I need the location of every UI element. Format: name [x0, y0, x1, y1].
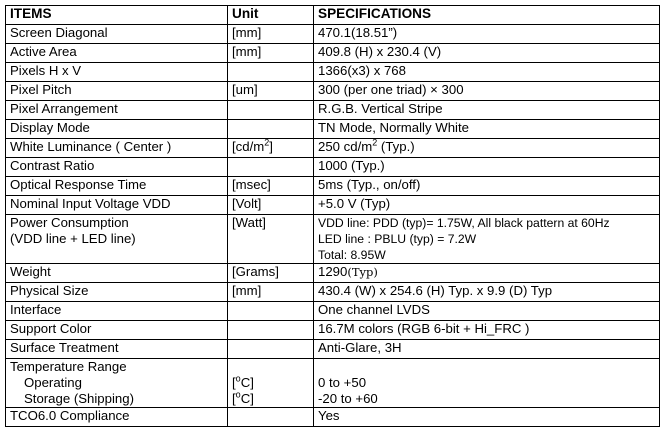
header-row: [6, 6, 660, 25]
table-row: [6, 25, 660, 44]
table-row: [6, 63, 660, 82]
spec-cell: Yes: [314, 408, 660, 427]
header-items: ITEMS: [6, 6, 228, 25]
unit-cell: [228, 101, 314, 120]
item-cell: Display Mode: [6, 120, 228, 139]
unit-cell: [228, 321, 314, 340]
spec-cell: 470.1(18.51”): [314, 25, 660, 44]
unit-cell: [228, 63, 314, 82]
unit-cell: [Grams]: [228, 264, 314, 283]
spec-cell: 300 (per one triad) × 300: [314, 82, 660, 101]
spec-cell: One channel LVDS: [314, 302, 660, 321]
unit-cell: [$^o$C] [$^o$C]: [228, 359, 314, 408]
item-cell: White Luminance ( Center ): [6, 139, 228, 158]
spec-cell: 0 to +50 -20 to +60: [314, 359, 660, 408]
item-cell: Surface Treatment: [6, 340, 228, 359]
item-cell: Temperature Range Operating Storage (Shipping): [6, 359, 228, 408]
unit-cell: [228, 302, 314, 321]
spec-cell: 430.4 (W) x 254.6 (H) Typ. x 9.9 (D) Typ: [314, 283, 660, 302]
table-row: [6, 101, 660, 120]
unit-cell: [228, 158, 314, 177]
table-row: [6, 82, 660, 101]
spec-cell: 16.7M colors (RGB 6-bit + Hi_FRC ): [314, 321, 660, 340]
spec-cell: 1290(Typ): [314, 264, 660, 283]
spec-cell: 1000 (Typ.): [314, 158, 660, 177]
table-row: [6, 215, 660, 264]
item-cell: Power Consumption (VDD line + LED line): [6, 215, 228, 264]
unit-cell: [Volt]: [228, 196, 314, 215]
item-cell: TCO6.0 Compliance: [6, 408, 228, 427]
item-cell: Interface: [6, 302, 228, 321]
table-row: [6, 158, 660, 177]
table-row: [6, 177, 660, 196]
item-cell: Active Area: [6, 44, 228, 63]
table-row: [6, 120, 660, 139]
table-row: [6, 44, 660, 63]
unit-cell: [228, 340, 314, 359]
spec-cell: R.G.B. Vertical Stripe: [314, 101, 660, 120]
spec-cell: 5ms (Typ., on/off): [314, 177, 660, 196]
header-specifications: SPECIFICATIONS: [314, 6, 660, 25]
spec-cell: 250 $cd/m^2$ (Typ.): [314, 139, 660, 158]
spec-cell: VDD line: PDD (typ)= 1.75W, All black pattern at 60Hz LED line : PBLU (typ) = 7.2W Total: 8.95W: [314, 215, 660, 264]
table-row: [6, 283, 660, 302]
table-row: [6, 340, 660, 359]
spec-cell: +5.0 V (Typ): [314, 196, 660, 215]
item-cell: Optical Response Time: [6, 177, 228, 196]
item-cell: Physical Size: [6, 283, 228, 302]
item-cell: Screen Diagonal: [6, 25, 228, 44]
spec-cell: 1366(x3) x 768: [314, 63, 660, 82]
item-cell: Nominal Input Voltage VDD: [6, 196, 228, 215]
spec-cell: 409.8 (H) x 230.4 (V): [314, 44, 660, 63]
spec-cell: TN Mode, Normally White: [314, 120, 660, 139]
unit-cell: [228, 120, 314, 139]
unit-cell: [msec]: [228, 177, 314, 196]
item-cell: Weight: [6, 264, 228, 283]
table-row: [6, 321, 660, 340]
table-row: [6, 264, 660, 283]
table-row: [6, 196, 660, 215]
unit-cell: [mm]: [228, 44, 314, 63]
item-cell: Pixel Arrangement: [6, 101, 228, 120]
item-cell: Pixels H x V: [6, 63, 228, 82]
item-cell: Support Color: [6, 321, 228, 340]
unit-cell: [Watt]: [228, 215, 314, 264]
unit-cell: [mm]: [228, 25, 314, 44]
header-unit: Unit: [228, 6, 314, 25]
unit-cell: [mm]: [228, 283, 314, 302]
unit-cell: [um]: [228, 82, 314, 101]
table-row: [6, 302, 660, 321]
item-cell: Pixel Pitch: [6, 82, 228, 101]
table-row: [6, 359, 660, 408]
item-cell: Contrast Ratio: [6, 158, 228, 177]
spec-cell: Anti-Glare, 3H: [314, 340, 660, 359]
specifications-table: [5, 5, 660, 427]
table-row: [6, 139, 660, 158]
unit-cell: $[cd/m^2]$: [228, 139, 314, 158]
